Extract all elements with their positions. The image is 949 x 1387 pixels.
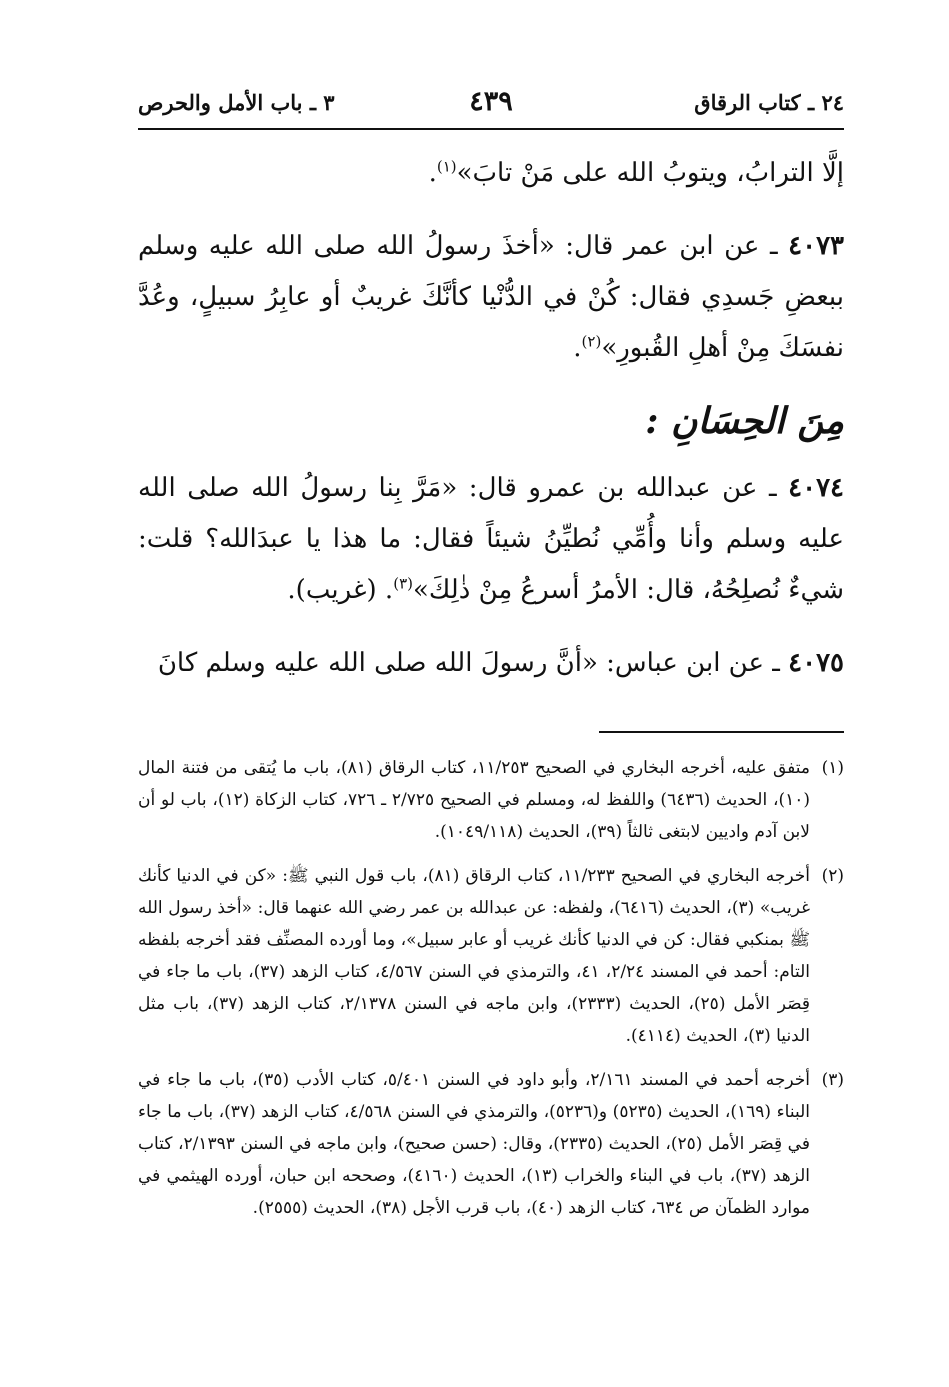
page-number: ٤٣٩ bbox=[469, 86, 513, 117]
hadith-number: ٤٠٧٥ bbox=[788, 648, 844, 678]
header-book-title: ٢٤ ـ كتاب الرقاق bbox=[694, 90, 844, 115]
hadith-4074 bbox=[138, 463, 844, 616]
footnote-ref: (٢) bbox=[581, 332, 602, 351]
footnote-1 bbox=[138, 752, 844, 848]
footnote-marker: (٣) bbox=[821, 1070, 844, 1090]
hadith-number: ٤٠٧٣ bbox=[788, 231, 844, 261]
main-text bbox=[138, 148, 844, 396]
paragraph-text: إلَّا الترابُ، ويتوبُ الله على مَنْ تابَ» bbox=[456, 158, 844, 188]
hadith-4073 bbox=[138, 221, 844, 374]
footnote-text: متفق عليه، أخرجه البخاري في الصحيح ١١/٢٥٣، كتاب الرقاق (٨١)، باب ما يُتقى من فتنة المال (١٠)، الحديث (٦٤٣٦) واللفظ له، ومسلم في الصحيح ٢/٧٢٥ ـ ٧٢٦، كتاب الزكاة (١٢)، باب لو أن لابن آدم واديين لابتغى ثالثاً (٣٩)، الحديث (١٠٤٩/١١٨). bbox=[138, 758, 810, 842]
header-chapter-title: ٣ ـ باب الأمل والحرص bbox=[138, 90, 335, 115]
footnotes bbox=[138, 752, 844, 1236]
footnote-ref: (١) bbox=[436, 157, 457, 176]
hadith-text: ـ عن ابن عباس: «أنَّ رسولَ الله صلى الله عليه وسلم كانَ bbox=[157, 648, 789, 678]
paragraph-tail: . bbox=[428, 158, 437, 188]
footnote-2 bbox=[138, 860, 844, 1052]
paragraph-tail: . bbox=[573, 333, 582, 363]
footnote-text: أخرجه أحمد في المسند ٢/١٦١، وأبو داود في السنن ٥/٤٠١، كتاب الأدب (٣٥)، باب ما جاء في البناء (١٦٩)، الحديث (٥٢٣٥) و(٥٢٣٦)، والترمذي في السنن ٤/٥٦٨، كتاب الزهد (٣٧)، باب ما جاء في قِصَر الأمل (٢٥)، الحديث (٢٣٣٥)، وقال: (حسن صحيح)، وابن ماجه في السنن ٢/١٣٩٣، كتاب الزهد (٣٧)، باب في البناء والخراب (١٣)، الحديث (٤١٦٠)، وصححه ابن حبان، أورده الهيثمي في موارد الظمآن ص ٦٣٤، كتاب الزهد (٤٠)، باب قرب الأجل (٣٨)، الحديث (٢٥٥٥). bbox=[138, 1070, 810, 1218]
footnote-3 bbox=[138, 1064, 844, 1224]
hadith-text: ـ عن ابن عمر قال: «أخذَ رسولُ الله صلى الله عليه وسلم ببعضِ جَسدِي فقال: كُنْ في الدُّنْيا كأنَّكَ غريبٌ أو عابِرُ سبيلٍ، وعُدَّ نفسَكَ مِنْ أهلِ القُبورِ» bbox=[138, 231, 844, 363]
footnote-marker: (٢) bbox=[821, 866, 844, 886]
paragraph-tail: . (غريب). bbox=[287, 575, 394, 605]
section-heading: مِنَ الحِسَانِ : bbox=[645, 400, 844, 442]
footnote-marker: (١) bbox=[821, 758, 844, 778]
footnote-divider bbox=[599, 731, 844, 733]
main-text-2 bbox=[138, 463, 844, 711]
hadith-4075 bbox=[138, 638, 844, 689]
footnote-ref: (٣) bbox=[393, 574, 413, 593]
footnote-text: أخرجه البخاري في الصحيح ١١/٢٣٣، كتاب الرقاق (٨١)، باب قول النبي ﷺ: «كن في الدنيا كأنك غريب» (٣)، الحديث (٦٤١٦)، ولفظه: عن عبدالله بن عمر رضي الله عنهما قال: «أخذ رسول الله ﷺ بمنكبي فقال: كن في الدنيا كأنك غريب أو عابر سبيل»، وما أورده المصنِّف فقد أخرجه بلفظه التام: أحمد في المسند ٢/٢٤، ٤١، والترمذي في السنن ٤/٥٦٧، كتاب الزهد (٣٧)، باب ما جاء في قِصَر الأمل (٢٥)، الحديث (٢٣٣٣)، وابن ماجه في السنن ٢/١٣٧٨، كتاب الزهد (٣٧)، باب مثل الدنيا (٣)، الحديث (٤١١٤). bbox=[138, 866, 811, 1046]
running-header bbox=[138, 88, 844, 130]
hadith-text: ـ عن عبدالله بن عمرو قال: «مَرَّ بِنا رسولُ الله صلى الله عليه وسلم وأنا وأُمِّي نُطيِّنُ شيئاً فقال: ما هذا يا عبدَالله؟ قلت: شيءٌ نُصلِحُهُ، قال: الأمرُ أسرعُ مِنْ ذٰلِكَ» bbox=[138, 473, 844, 605]
paragraph-continuation bbox=[138, 148, 844, 199]
hadith-number: ٤٠٧٤ bbox=[788, 473, 844, 503]
